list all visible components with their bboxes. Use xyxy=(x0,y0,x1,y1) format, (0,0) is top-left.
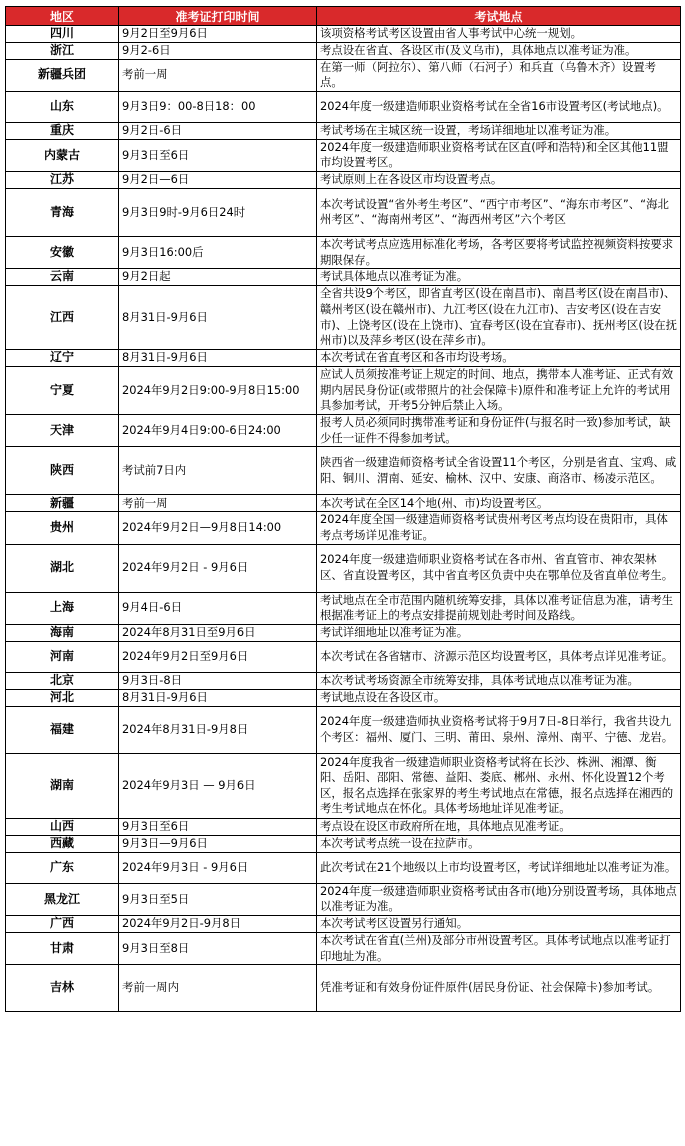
exam-location-cell: 考点设在设区市政府所在地，具体地点见准考证。 xyxy=(317,818,681,835)
region-cell: 安徽 xyxy=(6,236,119,268)
exam-location-cell: 2024年度一级建造师职业资格考试在区直(呼和浩特)和全区其他11盟市均设置考区。 xyxy=(317,139,681,171)
print-time-cell: 9月2日起 xyxy=(119,269,317,286)
table-row xyxy=(6,624,681,641)
region-cell: 内蒙古 xyxy=(6,139,119,171)
region-cell: 浙江 xyxy=(6,42,119,59)
exam-location-cell: 考试原则上在各设区市均设置考点。 xyxy=(317,171,681,188)
region-cell: 江西 xyxy=(6,286,119,350)
table-row xyxy=(6,350,681,367)
exam-location-cell: 此次考试在21个地级以上市均设置考区，考试详细地址以准考证为准。 xyxy=(317,852,681,883)
print-time-cell: 2024年8月31日至9月6日 xyxy=(119,624,317,641)
exam-location-cell: 本次考试考点应选用标准化考场，各考区要将考试监控视频资料按要求期限保存。 xyxy=(317,236,681,268)
region-cell: 新疆兵团 xyxy=(6,59,119,91)
exam-location-cell: 报考人员必须同时携带准考证和身份证件(与报名时一致)参加考试，缺少任一证件不得参加考试。 xyxy=(317,415,681,447)
table-row xyxy=(6,706,681,753)
region-cell: 辽宁 xyxy=(6,350,119,367)
exam-location-cell: 考试地点设在各设区市。 xyxy=(317,689,681,706)
exam-location-cell: 本次考试考区设置另行通知。 xyxy=(317,915,681,932)
exam-location-cell: 在第一师（阿拉尔）、第八师（石河子）和兵直（乌鲁木齐）设置考点。 xyxy=(317,59,681,91)
table-row xyxy=(6,26,681,43)
exam-location-cell: 本次考试在省直(兰州)及部分市州设置考区。具体考试地点以准考证打印地址为准。 xyxy=(317,932,681,964)
exam-schedule-table xyxy=(5,6,681,1012)
exam-location-cell: 全省共设9个考区，即省直考区(设在南昌市)、南昌考区(设在南昌市)、赣州考区(设在赣州市)、九江考区(设在九江市)、吉安考区(设在吉安市)、上饶考区(设在上饶市)、宜春考区(设在宜春市)、抚州考区(设在抚州市)以及萍乡考区(设在萍乡市)。 xyxy=(317,286,681,350)
table-row xyxy=(6,512,681,544)
exam-location-cell: 陕西省一级建造师资格考试全省设置11个考区，分别是省直、宝鸡、咸阳、铜川、渭南、延安、榆林、汉中、安康、商洛市、杨凌示范区。 xyxy=(317,447,681,495)
table-row xyxy=(6,188,681,236)
region-cell: 广东 xyxy=(6,852,119,883)
print-time-cell: 9月3日9：00-8日18：00 xyxy=(119,91,317,122)
print-time-cell: 9月4日-6日 xyxy=(119,592,317,624)
print-time-cell: 考前一周 xyxy=(119,59,317,91)
table-row xyxy=(6,965,681,1012)
table-row xyxy=(6,835,681,852)
region-cell: 山西 xyxy=(6,818,119,835)
exam-location-cell: 2024年度全国一级建造师资格考试贵州考区考点均设在贵阳市，具体考点考场详见准考证。 xyxy=(317,512,681,544)
print-time-cell: 9月3日16:00后 xyxy=(119,236,317,268)
table-row xyxy=(6,672,681,689)
table-row xyxy=(6,286,681,350)
region-cell: 湖南 xyxy=(6,753,119,818)
table-row xyxy=(6,689,681,706)
table-row xyxy=(6,883,681,915)
exam-location-cell: 本次考试在各省辖市、济源示范区均设置考区，具体考点详见准考证。 xyxy=(317,641,681,672)
exam-location-cell: 2024年度一级建造师执业资格考试将于9月7日-8日举行，我省共设九个考区：福州、厦门、三明、莆田、泉州、漳州、南平、宁德、龙岩。 xyxy=(317,706,681,753)
table-row xyxy=(6,592,681,624)
region-cell: 天津 xyxy=(6,415,119,447)
table-row xyxy=(6,641,681,672)
exam-location-cell: 本次考试考点统一设在拉萨市。 xyxy=(317,835,681,852)
print-time-cell: 9月2日-6日 xyxy=(119,122,317,139)
exam-location-cell: 2024年度我省一级建造师职业资格考试将在长沙、株洲、湘潭、衡阳、岳阳、邵阳、常德、益阳、娄底、郴州、永州、怀化设置12个考区，报名点选择在张家界的考生考试地点在常德，报名点选择在湘西的考生考试地点在怀化。具体考场地址详见准考证。 xyxy=(317,753,681,818)
table-row xyxy=(6,753,681,818)
exam-location-cell: 2024年度一级建造师职业资格考试由各市(地)分别设置考场，具体地点以准考证为准。 xyxy=(317,883,681,915)
print-time-cell: 9月3日至6日 xyxy=(119,818,317,835)
table-row xyxy=(6,367,681,415)
table-row xyxy=(6,852,681,883)
print-time-cell: 9月2日至9月6日 xyxy=(119,26,317,43)
exam-location-cell: 考试详细地址以准考证为准。 xyxy=(317,624,681,641)
exam-location-cell: 2024年度一级建造师职业资格考试在全省16市设置考区(考试地点)。 xyxy=(317,91,681,122)
region-cell: 山东 xyxy=(6,91,119,122)
table-row xyxy=(6,544,681,592)
print-time-cell: 9月3日9时-9月6日24时 xyxy=(119,188,317,236)
exam-location-cell: 本次考试在省直考区和各市均设考场。 xyxy=(317,350,681,367)
print-time-cell: 9月3日-8日 xyxy=(119,672,317,689)
print-time-cell: 考试前7日内 xyxy=(119,447,317,495)
print-time-cell: 考前一周 xyxy=(119,495,317,512)
print-time-cell: 2024年9月2日 - 9月6日 xyxy=(119,544,317,592)
region-cell: 北京 xyxy=(6,672,119,689)
print-time-cell: 9月3日至5日 xyxy=(119,883,317,915)
exam-location-cell: 该项资格考试考区设置由省人事考试中心统一规划。 xyxy=(317,26,681,43)
region-cell: 河北 xyxy=(6,689,119,706)
region-cell: 陕西 xyxy=(6,447,119,495)
region-cell: 福建 xyxy=(6,706,119,753)
exam-location-cell: 本次考试在全区14个地(州、市)均设置考区。 xyxy=(317,495,681,512)
region-cell: 上海 xyxy=(6,592,119,624)
print-time-cell: 9月3日至6日 xyxy=(119,139,317,171)
print-time-cell: 8月31日-9月6日 xyxy=(119,286,317,350)
print-time-cell: 2024年9月2日-9月8日 xyxy=(119,915,317,932)
print-time-cell: 9月3日至8日 xyxy=(119,932,317,964)
print-time-cell: 2024年8月31日-9月8日 xyxy=(119,706,317,753)
print-time-cell: 9月3日—9月6日 xyxy=(119,835,317,852)
table-row xyxy=(6,122,681,139)
region-cell: 湖北 xyxy=(6,544,119,592)
region-cell: 重庆 xyxy=(6,122,119,139)
header-region: 地区 xyxy=(6,7,119,26)
table-row xyxy=(6,415,681,447)
region-cell: 海南 xyxy=(6,624,119,641)
exam-location-cell: 考试地点在全市范围内随机统筹安排，具体以准考证信息为准，请考生根据准考证上的考点安排提前规划赴考时间及路线。 xyxy=(317,592,681,624)
print-time-cell: 8月31日-9月6日 xyxy=(119,350,317,367)
exam-location-cell: 考试考场在主城区统一设置，考场详细地址以准考证为准。 xyxy=(317,122,681,139)
exam-location-cell: 考试具体地点以准考证为准。 xyxy=(317,269,681,286)
table-row xyxy=(6,59,681,91)
table-row xyxy=(6,269,681,286)
print-time-cell: 2024年9月3日 - 9月6日 xyxy=(119,852,317,883)
region-cell: 江苏 xyxy=(6,171,119,188)
region-cell: 广西 xyxy=(6,915,119,932)
print-time-cell: 考前一周内 xyxy=(119,965,317,1012)
region-cell: 青海 xyxy=(6,188,119,236)
table-row xyxy=(6,139,681,171)
region-cell: 吉林 xyxy=(6,965,119,1012)
region-cell: 甘肃 xyxy=(6,932,119,964)
print-time-cell: 8月31日-9月6日 xyxy=(119,689,317,706)
exam-location-cell: 考点设在省直、各设区市(及义乌市)，具体地点以准考证为准。 xyxy=(317,42,681,59)
region-cell: 云南 xyxy=(6,269,119,286)
table-row xyxy=(6,915,681,932)
exam-location-cell: 本次考试考场资源全市统筹安排，具体考试地点以准考证为准。 xyxy=(317,672,681,689)
region-cell: 西藏 xyxy=(6,835,119,852)
table-row xyxy=(6,91,681,122)
table-row xyxy=(6,495,681,512)
table-row xyxy=(6,932,681,964)
exam-location-cell: 凭准考证和有效身份证件原件(居民身份证、社会保障卡)参加考试。 xyxy=(317,965,681,1012)
table-row xyxy=(6,171,681,188)
print-time-cell: 9月2-6日 xyxy=(119,42,317,59)
print-time-cell: 2024年9月4日9:00-6日24:00 xyxy=(119,415,317,447)
region-cell: 新疆 xyxy=(6,495,119,512)
region-cell: 宁夏 xyxy=(6,367,119,415)
exam-location-cell: 2024年度一级建造师职业资格考试在各市州、省直管市、神农架林区、省直设置考区，其中省直考区负责中央在鄂单位及省直单位考生。 xyxy=(317,544,681,592)
table-body xyxy=(6,26,681,1012)
table-row xyxy=(6,42,681,59)
print-time-cell: 2024年9月2日9:00-9月8日15:00 xyxy=(119,367,317,415)
table-row xyxy=(6,818,681,835)
print-time-cell: 2024年9月2日至9月6日 xyxy=(119,641,317,672)
table-row xyxy=(6,236,681,268)
region-cell: 贵州 xyxy=(6,512,119,544)
region-cell: 黑龙江 xyxy=(6,883,119,915)
region-cell: 河南 xyxy=(6,641,119,672)
header-exam-location: 考试地点 xyxy=(317,7,681,26)
exam-location-cell: 应试人员须按准考证上规定的时间、地点，携带本人准考证、正式有效期内居民身份证(或带照片的社会保障卡)原件和准考证上允许的考试用具参加考试，开考5分钟后禁止入场。 xyxy=(317,367,681,415)
header-print-time: 准考证打印时间 xyxy=(119,7,317,26)
exam-schedule-table-container xyxy=(5,6,680,1012)
region-cell: 四川 xyxy=(6,26,119,43)
exam-location-cell: 本次考试设置“省外考生考区”、“西宁市考区”、“海东市考区”、“海北州考区”、“海南州考区”、“海西州考区”六个考区 xyxy=(317,188,681,236)
table-row xyxy=(6,447,681,495)
table-header-row xyxy=(6,7,681,26)
print-time-cell: 9月2日—6日 xyxy=(119,171,317,188)
print-time-cell: 2024年9月2日—9月8日14:00 xyxy=(119,512,317,544)
print-time-cell: 2024年9月3日 — 9月6日 xyxy=(119,753,317,818)
